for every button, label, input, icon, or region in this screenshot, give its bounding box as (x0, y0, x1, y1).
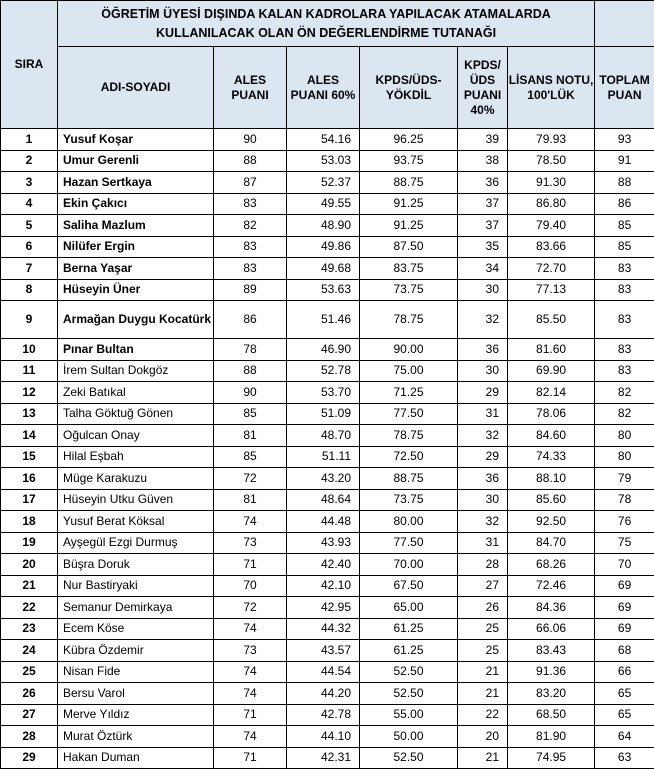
total-score: 65 (595, 683, 654, 705)
kpds-40-score: 30 (458, 360, 508, 382)
sira-header: SIRA (1, 1, 58, 129)
lisans-score: 81.90 (508, 726, 595, 748)
lisans-score: 72.46 (508, 575, 595, 597)
ales-header: ALES PUANI (214, 47, 287, 129)
table-row (1, 150, 654, 172)
lisans-score: 69.90 (508, 360, 595, 382)
row-number: 29 (1, 747, 58, 769)
ales-score: 74 (214, 661, 287, 683)
ales-60-score: 44.20 (287, 683, 360, 705)
table-row (1, 258, 654, 280)
lisans-score: 78.06 (508, 403, 595, 425)
kpds-40-score: 30 (458, 279, 508, 301)
ales-score: 89 (214, 279, 287, 301)
kpds-score: 72.50 (360, 446, 458, 468)
kpds-header: KPDS/ÜDS-YÖKDİL (360, 47, 458, 129)
ales-score: 72 (214, 468, 287, 490)
total-score: 69 (595, 597, 654, 619)
ales-score: 73 (214, 532, 287, 554)
lisans-score: 78.50 (508, 150, 595, 172)
row-number: 23 (1, 618, 58, 640)
kpds-score: 80.00 (360, 511, 458, 533)
lisans-score: 74.95 (508, 747, 595, 769)
candidate-name: Semanur Demirkaya (58, 597, 214, 619)
kpds-40-score: 37 (458, 193, 508, 215)
candidate-name: Hakan Duman (58, 747, 214, 769)
kpds-40-score: 29 (458, 446, 508, 468)
table-row (1, 704, 654, 726)
row-number: 12 (1, 382, 58, 404)
ales-60-score: 44.32 (287, 618, 360, 640)
total-score: 82 (595, 403, 654, 425)
kpds-40-score: 25 (458, 640, 508, 662)
table-row (1, 597, 654, 619)
kpds-40-score: 35 (458, 236, 508, 258)
total-score: 64 (595, 726, 654, 748)
lisans-score: 68.50 (508, 704, 595, 726)
candidate-name: Merve Yıldız (58, 704, 214, 726)
name-header: ADI-SOYADI (58, 47, 214, 129)
lisans-score: 91.36 (508, 661, 595, 683)
row-number: 16 (1, 468, 58, 490)
lisans-score: 77.13 (508, 279, 595, 301)
table-row (1, 511, 654, 533)
lisans-score: 79.40 (508, 215, 595, 237)
kpds-score: 73.75 (360, 279, 458, 301)
row-number: 11 (1, 360, 58, 382)
row-number: 4 (1, 193, 58, 215)
table-row (1, 554, 654, 576)
ales-score: 70 (214, 575, 287, 597)
total-score: 86 (595, 193, 654, 215)
ales-60-score: 51.11 (287, 446, 360, 468)
ales-60-score: 54.16 (287, 129, 360, 151)
table-row (1, 382, 654, 404)
ales-60-score: 42.10 (287, 575, 360, 597)
kpds-score: 52.50 (360, 683, 458, 705)
candidate-name: Ayşegül Ezgi Durmuş (58, 532, 214, 554)
ales-60-score: 42.95 (287, 597, 360, 619)
total-score: 69 (595, 618, 654, 640)
row-number: 1 (1, 129, 58, 151)
lisans-score: 84.36 (508, 597, 595, 619)
row-number: 9 (1, 301, 58, 339)
ales-score: 74 (214, 618, 287, 640)
row-number: 3 (1, 172, 58, 194)
kpds-score: 70.00 (360, 554, 458, 576)
kpds-score: 65.00 (360, 597, 458, 619)
kpds-40-score: 29 (458, 382, 508, 404)
kpds-40-score: 30 (458, 489, 508, 511)
table-header (1, 1, 654, 129)
ales-score: 83 (214, 258, 287, 280)
kpds-score: 90.00 (360, 339, 458, 361)
candidate-name: Bersu Varol (58, 683, 214, 705)
table-row (1, 425, 654, 447)
row-number: 28 (1, 726, 58, 748)
total-score: 82 (595, 382, 654, 404)
row-number: 6 (1, 236, 58, 258)
ales-score: 83 (214, 193, 287, 215)
ales-score: 82 (214, 215, 287, 237)
kpds-score: 61.25 (360, 618, 458, 640)
lisans-score: 81.60 (508, 339, 595, 361)
total-score: 85 (595, 215, 654, 237)
total-score: 65 (595, 704, 654, 726)
row-number: 2 (1, 150, 58, 172)
table-row (1, 532, 654, 554)
lisans-score: 79.93 (508, 129, 595, 151)
total-score: 78 (595, 489, 654, 511)
table-row (1, 640, 654, 662)
ales-60-score: 43.93 (287, 532, 360, 554)
kpds-40-score: 32 (458, 425, 508, 447)
kpds-score: 78.75 (360, 425, 458, 447)
total-score: 83 (595, 339, 654, 361)
ales-score: 86 (214, 301, 287, 339)
kpds-score: 61.25 (360, 640, 458, 662)
row-number: 21 (1, 575, 58, 597)
row-number: 15 (1, 446, 58, 468)
row-number: 8 (1, 279, 58, 301)
ales-score: 88 (214, 360, 287, 382)
lisans-score: 83.66 (508, 236, 595, 258)
ales-score: 83 (214, 236, 287, 258)
row-number: 22 (1, 597, 58, 619)
candidate-name: Saliha Mazlum (58, 215, 214, 237)
candidate-name: Yusuf Berat Köksal (58, 511, 214, 533)
ales-60-score: 53.03 (287, 150, 360, 172)
lisans-score: 91.30 (508, 172, 595, 194)
total-score: 70 (595, 554, 654, 576)
total-score: 83 (595, 258, 654, 280)
lisans-score: 82.14 (508, 382, 595, 404)
ales-score: 73 (214, 640, 287, 662)
title-empty-cell (595, 1, 654, 47)
kpds-score: 55.00 (360, 704, 458, 726)
table-row (1, 747, 654, 769)
ales-60-score: 51.09 (287, 403, 360, 425)
total-score: 80 (595, 425, 654, 447)
candidate-name: Nilüfer Ergin (58, 236, 214, 258)
table-row (1, 618, 654, 640)
total-score: 63 (595, 747, 654, 769)
ales-60-score: 52.78 (287, 360, 360, 382)
table-row (1, 575, 654, 597)
kpds-40-score: 32 (458, 301, 508, 339)
ales-score: 71 (214, 747, 287, 769)
kpds-score: 75.00 (360, 360, 458, 382)
kpds-40-score: 32 (458, 511, 508, 533)
row-number: 14 (1, 425, 58, 447)
ales-60-score: 53.63 (287, 279, 360, 301)
candidate-name: Umur Gerenli (58, 150, 214, 172)
kpds-40-score: 34 (458, 258, 508, 280)
lisans-score: 74.33 (508, 446, 595, 468)
kpds-40-score: 31 (458, 532, 508, 554)
table-row (1, 360, 654, 382)
row-number: 18 (1, 511, 58, 533)
kpds-40-score: 39 (458, 129, 508, 151)
kpds-40-header: KPDS/ ÜDS PUANI 40% (458, 47, 508, 129)
table-row (1, 468, 654, 490)
kpds-score: 78.75 (360, 301, 458, 339)
row-number: 24 (1, 640, 58, 662)
kpds-40-score: 21 (458, 661, 508, 683)
ales-score: 74 (214, 726, 287, 748)
kpds-40-score: 38 (458, 150, 508, 172)
total-score: 76 (595, 511, 654, 533)
ales-60-score: 49.68 (287, 258, 360, 280)
candidate-name: Yusuf Koşar (58, 129, 214, 151)
table-row (1, 446, 654, 468)
candidate-name: Kübra Özdemir (58, 640, 214, 662)
kpds-score: 71.25 (360, 382, 458, 404)
total-score: 83 (595, 279, 654, 301)
kpds-40-score: 36 (458, 339, 508, 361)
kpds-score: 67.50 (360, 575, 458, 597)
ales-60-score: 48.64 (287, 489, 360, 511)
kpds-40-score: 27 (458, 575, 508, 597)
lisans-header: LİSANS NOTU, 100'LÜK (508, 47, 595, 129)
table-row (1, 172, 654, 194)
ales-60-score: 53.70 (287, 382, 360, 404)
lisans-score: 72.70 (508, 258, 595, 280)
row-number: 5 (1, 215, 58, 237)
kpds-score: 88.75 (360, 172, 458, 194)
ales-score: 78 (214, 339, 287, 361)
kpds-40-score: 22 (458, 704, 508, 726)
kpds-40-score: 26 (458, 597, 508, 619)
kpds-40-score: 21 (458, 683, 508, 705)
candidate-name: Hüseyin Utku Güven (58, 489, 214, 511)
candidate-name: Murat Öztürk (58, 726, 214, 748)
lisans-score: 92.50 (508, 511, 595, 533)
ales-score: 85 (214, 403, 287, 425)
lisans-score: 83.20 (508, 683, 595, 705)
table-row (1, 279, 654, 301)
kpds-40-score: 21 (458, 747, 508, 769)
ales-60-score: 49.86 (287, 236, 360, 258)
table-row (1, 683, 654, 705)
ales-60-score: 43.20 (287, 468, 360, 490)
kpds-score: 52.50 (360, 661, 458, 683)
table-row (1, 403, 654, 425)
table-row (1, 129, 654, 151)
ales-60-score: 43.57 (287, 640, 360, 662)
candidate-name: Nisan Fide (58, 661, 214, 683)
ales-score: 88 (214, 150, 287, 172)
candidate-name: Büşra Doruk (58, 554, 214, 576)
candidate-name: İrem Sultan Dokgöz (58, 360, 214, 382)
kpds-score: 73.75 (360, 489, 458, 511)
kpds-40-score: 28 (458, 554, 508, 576)
table-row (1, 215, 654, 237)
ales-60-score: 42.78 (287, 704, 360, 726)
ales-score: 71 (214, 554, 287, 576)
table-row (1, 236, 654, 258)
ales-score: 90 (214, 129, 287, 151)
total-score: 69 (595, 575, 654, 597)
candidate-name: Berna Yaşar (58, 258, 214, 280)
candidate-name: Ekin Çakıcı (58, 193, 214, 215)
kpds-score: 87.50 (360, 236, 458, 258)
lisans-score: 68.26 (508, 554, 595, 576)
row-number: 7 (1, 258, 58, 280)
ales-score: 81 (214, 489, 287, 511)
lisans-score: 85.60 (508, 489, 595, 511)
total-score: 91 (595, 150, 654, 172)
ales-60-score: 48.70 (287, 425, 360, 447)
ales-60-score: 49.55 (287, 193, 360, 215)
ales-score: 87 (214, 172, 287, 194)
kpds-score: 52.50 (360, 747, 458, 769)
toplam-header: TOPLAM PUAN (595, 47, 654, 129)
lisans-score: 66.06 (508, 618, 595, 640)
table-row (1, 193, 654, 215)
kpds-score: 93.75 (360, 150, 458, 172)
kpds-40-score: 37 (458, 215, 508, 237)
ales-60-score: 44.54 (287, 661, 360, 683)
kpds-score: 50.00 (360, 726, 458, 748)
ales-60-score: 48.90 (287, 215, 360, 237)
candidate-name: Ecem Köse (58, 618, 214, 640)
candidate-name: Hüseyin Üner (58, 279, 214, 301)
lisans-score: 84.70 (508, 532, 595, 554)
ales-60-score: 46.90 (287, 339, 360, 361)
table-row (1, 301, 654, 339)
candidate-name: Hazan Sertkaya (58, 172, 214, 194)
candidate-name: Pınar Bultan (58, 339, 214, 361)
kpds-40-score: 25 (458, 618, 508, 640)
ales-score: 71 (214, 704, 287, 726)
table-row (1, 339, 654, 361)
kpds-score: 88.75 (360, 468, 458, 490)
ales-score: 81 (214, 425, 287, 447)
ales-60-score: 42.40 (287, 554, 360, 576)
ales-60-header: ALES PUANI 60% (287, 47, 360, 129)
candidate-name: Talha Göktuğ Gönen (58, 403, 214, 425)
kpds-40-score: 36 (458, 468, 508, 490)
row-number: 26 (1, 683, 58, 705)
table-title (58, 1, 595, 47)
kpds-score: 77.50 (360, 403, 458, 425)
lisans-score: 88.10 (508, 468, 595, 490)
ales-score: 74 (214, 511, 287, 533)
candidate-name: Nur Bastiryaki (58, 575, 214, 597)
lisans-score: 84.60 (508, 425, 595, 447)
total-score: 79 (595, 468, 654, 490)
total-score: 85 (595, 236, 654, 258)
total-score: 93 (595, 129, 654, 151)
total-score: 68 (595, 640, 654, 662)
title-line-1: ÖĞRETİM ÜYESİ DIŞINDA KALAN KADROLARA YAPILACAK ATAMALARDA (101, 6, 551, 21)
table-body (1, 129, 654, 769)
kpds-score: 91.25 (360, 193, 458, 215)
row-number: 13 (1, 403, 58, 425)
kpds-40-score: 31 (458, 403, 508, 425)
ales-60-score: 44.48 (287, 511, 360, 533)
kpds-40-score: 36 (458, 172, 508, 194)
ales-score: 74 (214, 683, 287, 705)
row-number: 19 (1, 532, 58, 554)
total-score: 66 (595, 661, 654, 683)
table-row (1, 489, 654, 511)
table-row (1, 726, 654, 748)
kpds-score: 91.25 (360, 215, 458, 237)
ales-60-score: 42.31 (287, 747, 360, 769)
table-row (1, 661, 654, 683)
ales-60-score: 44.10 (287, 726, 360, 748)
kpds-score: 83.75 (360, 258, 458, 280)
ales-score: 90 (214, 382, 287, 404)
lisans-score: 85.50 (508, 301, 595, 339)
kpds-score: 77.50 (360, 532, 458, 554)
total-score: 75 (595, 532, 654, 554)
candidate-name: Oğulcan Onay (58, 425, 214, 447)
total-score: 83 (595, 301, 654, 339)
total-score: 88 (595, 172, 654, 194)
candidate-name: Müge Karakuzu (58, 468, 214, 490)
total-score: 83 (595, 360, 654, 382)
row-number: 25 (1, 661, 58, 683)
ales-60-score: 51.46 (287, 301, 360, 339)
lisans-score: 83.43 (508, 640, 595, 662)
row-number: 27 (1, 704, 58, 726)
candidate-name: Zeki Batıkal (58, 382, 214, 404)
kpds-score: 96.25 (360, 129, 458, 151)
candidate-name: Armağan Duygu Kocatürk (58, 301, 214, 339)
kpds-40-score: 20 (458, 726, 508, 748)
row-number: 20 (1, 554, 58, 576)
candidate-name: Hilal Eşbah (58, 446, 214, 468)
lisans-score: 86.80 (508, 193, 595, 215)
ales-score: 85 (214, 446, 287, 468)
ales-score: 72 (214, 597, 287, 619)
ales-60-score: 52.37 (287, 172, 360, 194)
total-score: 80 (595, 446, 654, 468)
row-number: 17 (1, 489, 58, 511)
row-number: 10 (1, 339, 58, 361)
title-line-2: KULLANILACAK OLAN ÖN DEĞERLENDİRME TUTANAĞI (156, 25, 497, 40)
